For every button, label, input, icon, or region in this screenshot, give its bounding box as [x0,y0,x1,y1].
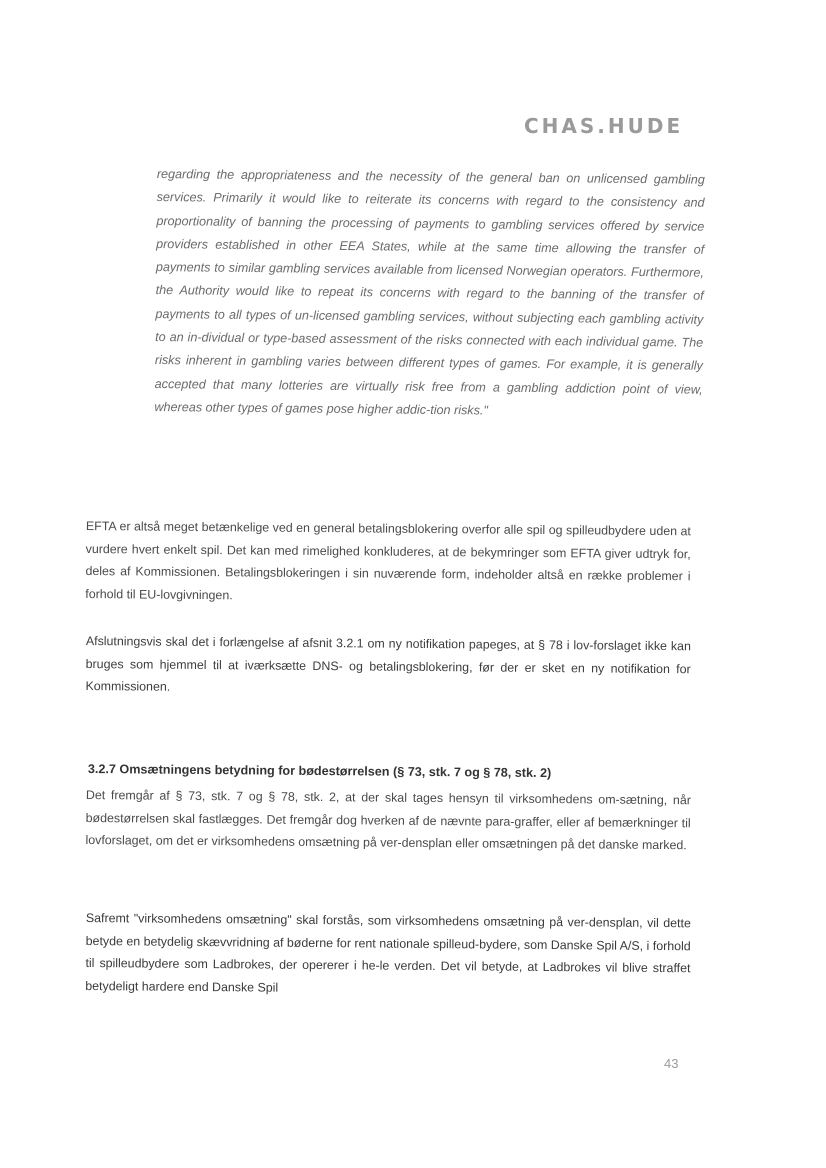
paragraph-worldwide: Safremt "virksomhedens omsætning" skal forstås, som virksomhedens omsætning på ver-densplan, vil dette betyde en betydelig skævvridning af bøderne for rent nationale spilleud-bydere, som Danske Spil A/S, i forhold til spilleudbydere som Ladbrokes, der opererer i he-le verden. Det vil betyde, at Ladbrokes vil blive straffet betydeligt hardere end Danske Spil [85,910,691,995]
section-heading: 3.2.7 Omsætningens betydning for bødestørrelsen (§ 73, stk. 7 og § 78, stk. 2) [87,762,552,781]
paragraph-conclusion: Afslutningsvis skal det i forlængelse af afsnit 3.2.1 om ny notifikation papeges, at § 78 i lov-forslaget ikke kan bruges som hjemmel til at iværksætte DNS- og betalingsblokering, før der er sket en ny notifikation for Kommissionen. [85,633,691,694]
paragraph-turnover: Det fremgår af § 73, stk. 7 og § 78, stk. 2, at der skal tages hensyn til virksomhedens om-sætning, når bødestørrelsen skal fastlægges. Det fremgår dog hverken af de nævnte para-graffer, eller af bemærkninger til lovforslaget, om det er virksomhedens omsætning på ver-densplan eller omsætningen på det danske marked. [85,787,691,853]
block-quote: regarding the appropriateness and the necessity of the general ban on unlicensed gambling services. Primarily it would like to reiterate its concerns with regard to the consistency and proportionality of banning the processing of payments to gambling services offered by service providers established in other EEA States, while at the same time allowing the transfer of payments to similar gambling services available from licensed Norwegian operators. Furthermore, the Authority would like to repeat its concerns with regard to the banning of the transfer of payments to all types of un-licensed gambling services, without subjecting each gambling activity to an in-dividual or type-based assessment of the risks connected with each individual game. The risks inherent in gambling varies between different types of games. For example, it is generally accepted that many lotteries are virtually risk free from a gambling addiction point of view, whereas other types of games pose higher addic-tion risks." [154,166,705,418]
paragraph-efta: EFTA er altså meget betænkelige ved en general betalingsblokering overfor alle spil og spilleudbydere uden at vurdere hvert enkelt spil. Det kan med rimelighed konkluderes, at de bekymringer som EFTA giver udtryk for, deles af Kommissionen. Betalingsblokeringen i sin nuværende form, indeholder altså en række problemer i forhold til EU-lovgivningen. [85,518,691,602]
company-logo: CHAS.HUDE [524,114,684,138]
page-number: 43 [664,1056,679,1071]
